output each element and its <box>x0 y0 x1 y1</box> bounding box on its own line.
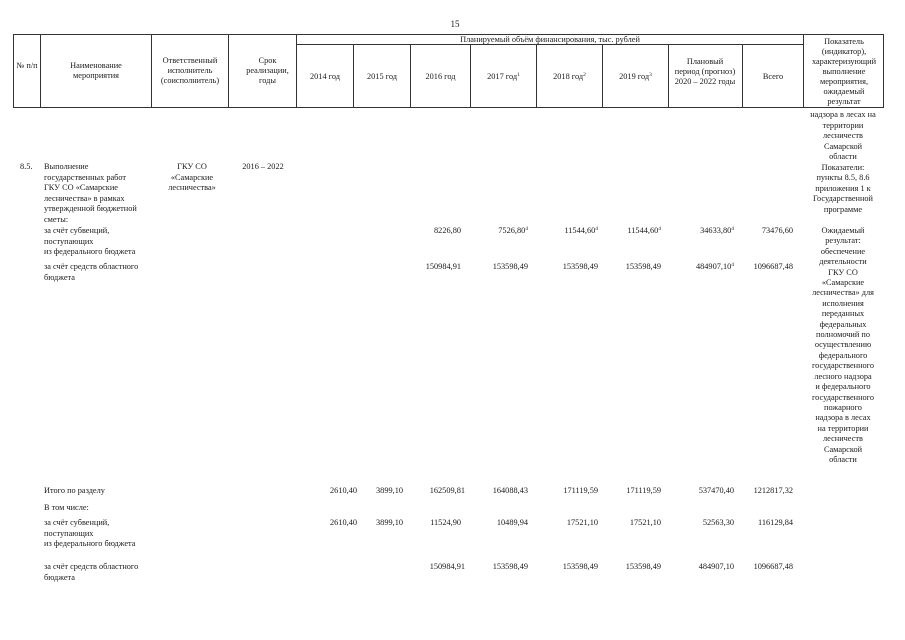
section-total-2015: 3899,10 <box>376 486 403 495</box>
section-total-2019: 171119,59 <box>626 486 661 495</box>
header-col-executor: Ответственный исполнитель (соисполнитель) <box>160 56 220 85</box>
section-federal-2014: 2610,40 <box>330 518 357 527</box>
section-regional-2019: 153598,49 <box>625 562 661 571</box>
section-regional-planned: 484907,10 <box>698 562 734 571</box>
header-year-2015: 2015 год <box>367 72 397 81</box>
section-federal-2018: 17521,10 <box>566 518 598 527</box>
section-federal-2015: 3899,10 <box>376 518 403 527</box>
section-regional-2016: 150984,91 <box>429 562 465 571</box>
row-8-5-regional-2018: 153598,49 <box>562 262 598 271</box>
row-8-5-federal-2016: 8226,80 <box>434 226 461 235</box>
section-total-2018: 171119,59 <box>563 486 598 495</box>
header-year-2016: 2016 год <box>425 72 456 81</box>
row-8-5-federal-label: за счёт субвенций, поступающих из федерального бюджета <box>44 226 136 256</box>
row-8-5-federal-total: 73476,60 <box>761 226 793 235</box>
section-total-2017: 164088,43 <box>492 486 528 495</box>
section-federal-total: 116129,84 <box>758 518 793 527</box>
section-federal-planned: 52563,30 <box>702 518 734 527</box>
section-federal-2019: 17521,10 <box>629 518 661 527</box>
row-8-5-federal-2017: 7526,80$^4$ <box>498 226 528 235</box>
row-8-5-federal-planned: 34633,80$^4$ <box>700 226 734 235</box>
header-col-term: Срок реализации, годы <box>246 56 289 85</box>
row-8-5-federal-2018: 11544,60$^4$ <box>564 226 598 235</box>
row-8-5-name: Выполнение государственных работ ГКУ СО «Самарские лесничества» в рамках утвержденной бюджетной сметы: <box>44 162 137 224</box>
row-8-5-regional-label: за счёт средств областного бюджета <box>44 262 139 282</box>
section-regional-2017: 153598,49 <box>492 562 528 571</box>
section-regional-total: 1096687,48 <box>753 562 793 571</box>
page-number: 15 <box>450 19 460 29</box>
header-col-planned: Плановый период (прогноз) 2020 – 2022 годы <box>674 57 736 86</box>
section-total-total: 1212817,32 <box>753 486 793 495</box>
section-total-label: Итого по разделу <box>44 486 105 495</box>
row-8-5-regional-planned: 484907,10$^4$ <box>695 262 734 271</box>
header-col-number: № п/п <box>16 61 38 70</box>
row-8-5-term: 2016 – 2022 <box>242 162 284 171</box>
row-8-5-federal-2019: 11544,60$^4$ <box>627 226 661 235</box>
header-year-2014: 2014 год <box>310 72 340 81</box>
section-federal-label: за счёт субвенций, поступающих из федерального бюджета <box>44 518 136 548</box>
row-8-5-regional-2016: 150984,91 <box>425 262 461 271</box>
section-total-2016: 162509,81 <box>429 486 465 495</box>
row-8-5-regional-2019: 153598,49 <box>625 262 661 271</box>
section-including-label: В том числе: <box>44 503 89 512</box>
row-8-5-regional-2017: 153598,49 <box>492 262 528 271</box>
section-regional-2018: 153598,49 <box>562 562 598 571</box>
header-col-total: Всего <box>762 72 784 81</box>
indicator-result-text: Ожидаемый результат: обеспечение деятельности ГКУ СО «Самарские лесничества» для исполнения переданных федеральных полномочий по осуществлению федерального государственного лесного надзора и федерального государственного пожарного надзора в лесах на территории лесничеств Самарской области <box>811 226 875 464</box>
row-8-5-regional-total: 1096687,48 <box>753 262 793 271</box>
section-total-planned: 537470,40 <box>698 486 734 495</box>
indicator-top-text: надзора в лесах на территории лесничеств Самарской области Показатели: пункты 8.5, 8.6 приложения 1 к Государственной программе <box>810 110 876 214</box>
header-col-indicator: Показатель (индикатор), характеризующий выполнение мероприятия, ожидаемый результат <box>811 37 877 106</box>
header-year-2018: 2018 год$^2$ <box>553 72 586 81</box>
section-regional-label: за счёт средств областного бюджета <box>44 562 139 582</box>
header-year-2019: 2019 год$^3$ <box>619 72 652 81</box>
header-year-2017: 2017 год$^1$ <box>487 72 520 81</box>
section-federal-2017: 10489,94 <box>496 518 528 527</box>
row-8-5-number: 8.5. <box>20 162 33 171</box>
header-col-name: Наименование мероприятия <box>70 61 122 80</box>
row-8-5-executor: ГКУ СО «Самарские лесничества» <box>168 162 216 192</box>
section-federal-2016: 11524,90 <box>430 518 461 527</box>
header-finance-group: Планируемый объём финансирования, тыс. рублей <box>460 35 640 44</box>
section-total-2014: 2610,40 <box>330 486 357 495</box>
